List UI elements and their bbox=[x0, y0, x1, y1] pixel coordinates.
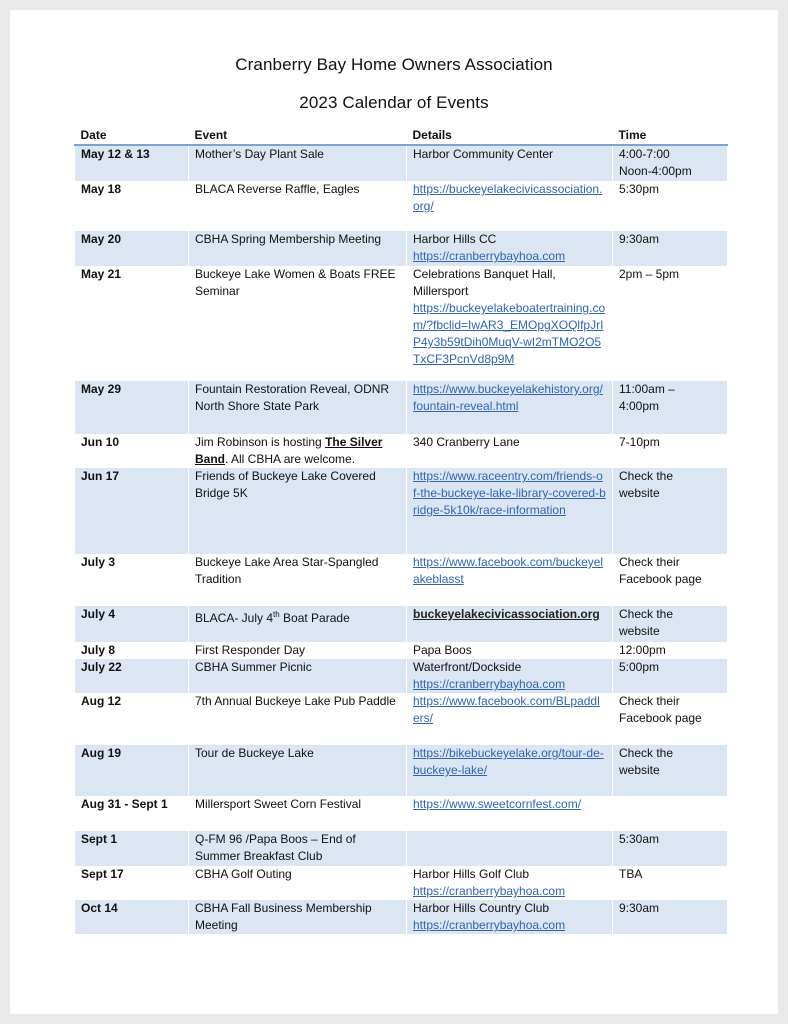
event-link[interactable]: https://www.buckeyelakehistory.org/fountain-reveal.html bbox=[413, 382, 603, 413]
column-header-event: Event bbox=[189, 127, 407, 145]
table-row bbox=[75, 659, 728, 693]
event-link[interactable]: https://cranberrybayhoa.com bbox=[413, 677, 566, 691]
column-header-date: Date bbox=[75, 127, 189, 145]
event-date: July 4 bbox=[75, 606, 189, 642]
event-location: 340 Cranberry Lane bbox=[413, 435, 520, 449]
event-name bbox=[189, 606, 407, 642]
event-time-line: 12:00pm bbox=[619, 643, 666, 657]
event-time-line: Facebook page bbox=[619, 572, 702, 586]
event-time-line: Check the bbox=[619, 607, 674, 621]
calendar-title: 2023 Calendar of Events bbox=[299, 93, 489, 112]
event-link[interactable]: https://cranberrybayhoa.com bbox=[413, 249, 566, 263]
event-details bbox=[407, 831, 613, 866]
table-header-row bbox=[75, 127, 728, 145]
event-link[interactable]: https://www.raceentry.com/friends-of-the-buckeye-lake-library-covered-bridge-5k10k/race-information bbox=[413, 469, 606, 517]
event-date: Aug 31 - Sept 1 bbox=[75, 796, 189, 831]
event-name: 7th Annual Buckeye Lake Pub Paddle bbox=[189, 693, 407, 745]
event-name: Millersport Sweet Corn Festival bbox=[189, 796, 407, 831]
event-time bbox=[613, 606, 728, 642]
event-location: Harbor Community Center bbox=[413, 147, 554, 161]
event-date: July 8 bbox=[75, 642, 189, 659]
table-row bbox=[75, 796, 728, 831]
table-row bbox=[75, 181, 728, 231]
event-time-line: website bbox=[619, 763, 660, 777]
event-rows bbox=[75, 145, 728, 934]
event-time-line: Check their bbox=[619, 694, 680, 708]
event-time bbox=[613, 659, 728, 693]
table-row bbox=[75, 554, 728, 606]
event-name: First Responder Day bbox=[189, 642, 407, 659]
event-name: CBHA Spring Membership Meeting bbox=[189, 231, 407, 266]
event-time bbox=[613, 231, 728, 266]
column-header-details: Details bbox=[407, 127, 613, 145]
event-time bbox=[613, 900, 728, 934]
event-time-line: 5:00pm bbox=[619, 660, 660, 674]
event-details bbox=[407, 606, 613, 642]
event-link[interactable]: https://bikebuckeyelake.org/tour-de-buckeye-lake/ bbox=[413, 746, 604, 777]
event-date: Aug 19 bbox=[75, 745, 189, 796]
event-details bbox=[407, 642, 613, 659]
event-time-line: 4:00-7:00 bbox=[619, 147, 670, 161]
event-name: CBHA Summer Picnic bbox=[189, 659, 407, 693]
event-time-line: Facebook page bbox=[619, 711, 702, 725]
event-time-line: 5:30pm bbox=[619, 182, 660, 196]
event-date: July 22 bbox=[75, 659, 189, 693]
event-details bbox=[407, 745, 613, 796]
event-time bbox=[613, 266, 728, 381]
table-row bbox=[75, 606, 728, 642]
event-date: May 29 bbox=[75, 381, 189, 434]
document-page bbox=[10, 10, 778, 1014]
event-details bbox=[407, 434, 613, 468]
event-date: Sept 1 bbox=[75, 831, 189, 866]
table-row bbox=[75, 434, 728, 468]
events-table bbox=[74, 127, 728, 934]
event-date: Sept 17 bbox=[75, 866, 189, 900]
event-time-line: website bbox=[619, 486, 660, 500]
table-row bbox=[75, 745, 728, 796]
event-link[interactable]: https://cranberrybayhoa.com bbox=[413, 918, 566, 932]
event-time-line: 7-10pm bbox=[619, 435, 660, 449]
event-name: Q-FM 96 /Papa Boos – End of Summer Breakfast Club bbox=[189, 831, 407, 866]
event-details bbox=[407, 900, 613, 934]
event-details bbox=[407, 693, 613, 745]
event-details bbox=[407, 866, 613, 900]
event-date: May 20 bbox=[75, 231, 189, 266]
event-time-line: website bbox=[619, 624, 660, 638]
event-link[interactable]: https://www.facebook.com/BLpaddlers/ bbox=[413, 694, 600, 725]
event-date: July 3 bbox=[75, 554, 189, 606]
table-row bbox=[75, 642, 728, 659]
event-date: May 12 & 13 bbox=[75, 145, 189, 181]
event-details bbox=[407, 145, 613, 181]
event-location: Harbor Hills Country Club bbox=[413, 901, 550, 915]
event-link[interactable]: https://www.facebook.com/buckeyelakeblasst bbox=[413, 555, 604, 586]
event-time-line: 11:00am – bbox=[619, 382, 675, 396]
table-row bbox=[75, 866, 728, 900]
event-location: Harbor Hills Golf Club bbox=[413, 867, 530, 881]
event-time-line: Check their bbox=[619, 555, 680, 569]
event-date: May 18 bbox=[75, 181, 189, 231]
event-time-line: 2pm – 5pm bbox=[619, 267, 680, 281]
event-name: Buckeye Lake Area Star-Spangled Tradition bbox=[189, 554, 407, 606]
event-time-line: Check the bbox=[619, 746, 674, 760]
event-time bbox=[613, 181, 728, 231]
event-time-line: 9:30am bbox=[619, 901, 660, 915]
event-link[interactable]: https://www.sweetcornfest.com/ bbox=[413, 797, 582, 811]
event-details bbox=[407, 659, 613, 693]
event-date: Oct 14 bbox=[75, 900, 189, 934]
event-location: Celebrations Banquet Hall, Millersport bbox=[413, 267, 556, 298]
event-date: Aug 12 bbox=[75, 693, 189, 745]
event-details bbox=[407, 181, 613, 231]
event-name: Fountain Restoration Reveal, ODNR North Shore State Park bbox=[189, 381, 407, 434]
event-name: Tour de Buckeye Lake bbox=[189, 745, 407, 796]
event-name: BLACA Reverse Raffle, Eagles bbox=[189, 181, 407, 231]
event-link[interactable]: buckeyelakecivicassociation.org bbox=[413, 607, 600, 621]
event-link[interactable]: https://buckeyelakeboatertraining.com/?fbclid=IwAR3_EMOpgXOQlfpJrIP4y3b59tDih0MuqV-wI2mTMO2O5TxCF3PcnVd8p9M bbox=[413, 301, 606, 366]
event-name: Mother’s Day Plant Sale bbox=[189, 145, 407, 181]
event-details bbox=[407, 468, 613, 554]
event-time bbox=[613, 796, 728, 831]
event-name-highlight: The Silver Band bbox=[195, 435, 383, 466]
table-row bbox=[75, 231, 728, 266]
event-name-text: BLACA- July 4 bbox=[195, 611, 274, 625]
event-link[interactable]: https://cranberrybayhoa.com bbox=[413, 884, 566, 898]
column-header-time: Time bbox=[613, 127, 728, 145]
event-name: Buckeye Lake Women & Boats FREE Seminar bbox=[189, 266, 407, 381]
table-row bbox=[75, 693, 728, 745]
table-row bbox=[75, 900, 728, 934]
org-title: Cranberry Bay Home Owners Association bbox=[235, 55, 553, 74]
event-name-text: Jim Robinson is hosting bbox=[195, 435, 326, 449]
event-name: Friends of Buckeye Lake Covered Bridge 5K bbox=[189, 468, 407, 554]
event-time bbox=[613, 642, 728, 659]
event-time bbox=[613, 831, 728, 866]
event-time bbox=[613, 381, 728, 434]
event-time bbox=[613, 693, 728, 745]
event-name-text: . All CBHA are welcome. bbox=[225, 452, 356, 466]
event-date: May 21 bbox=[75, 266, 189, 381]
event-time-line: Noon-4:00pm bbox=[619, 164, 692, 178]
table-row bbox=[75, 145, 728, 181]
table-row bbox=[75, 266, 728, 381]
event-time-line: 5:30am bbox=[619, 832, 660, 846]
event-time bbox=[613, 145, 728, 181]
event-time-line: TBA bbox=[619, 867, 643, 881]
table-row bbox=[75, 468, 728, 554]
event-date: Jun 17 bbox=[75, 468, 189, 554]
event-name-superscript: th bbox=[273, 610, 280, 619]
event-location: Harbor Hills CC bbox=[413, 232, 497, 246]
event-details bbox=[407, 381, 613, 434]
event-time bbox=[613, 554, 728, 606]
event-time bbox=[613, 434, 728, 468]
table-row bbox=[75, 381, 728, 434]
event-details bbox=[407, 266, 613, 381]
event-name: CBHA Fall Business Membership Meeting bbox=[189, 900, 407, 934]
table-row bbox=[75, 831, 728, 866]
event-details bbox=[407, 231, 613, 266]
event-time-line: Check the bbox=[619, 469, 674, 483]
event-time-line: 9:30am bbox=[619, 232, 660, 246]
event-time bbox=[613, 468, 728, 554]
event-time-line: 4:00pm bbox=[619, 399, 660, 413]
event-link[interactable]: https://buckeyelakecivicassociation.org/ bbox=[413, 182, 603, 213]
event-time bbox=[613, 745, 728, 796]
event-name-text: Boat Parade bbox=[279, 611, 350, 625]
event-details bbox=[407, 796, 613, 831]
event-location: Papa Boos bbox=[413, 643, 472, 657]
event-time bbox=[613, 866, 728, 900]
event-date: Jun 10 bbox=[75, 434, 189, 468]
event-name bbox=[189, 434, 407, 468]
event-location: Waterfront/Dockside bbox=[413, 660, 522, 674]
event-name: CBHA Golf Outing bbox=[189, 866, 407, 900]
event-details bbox=[407, 554, 613, 606]
